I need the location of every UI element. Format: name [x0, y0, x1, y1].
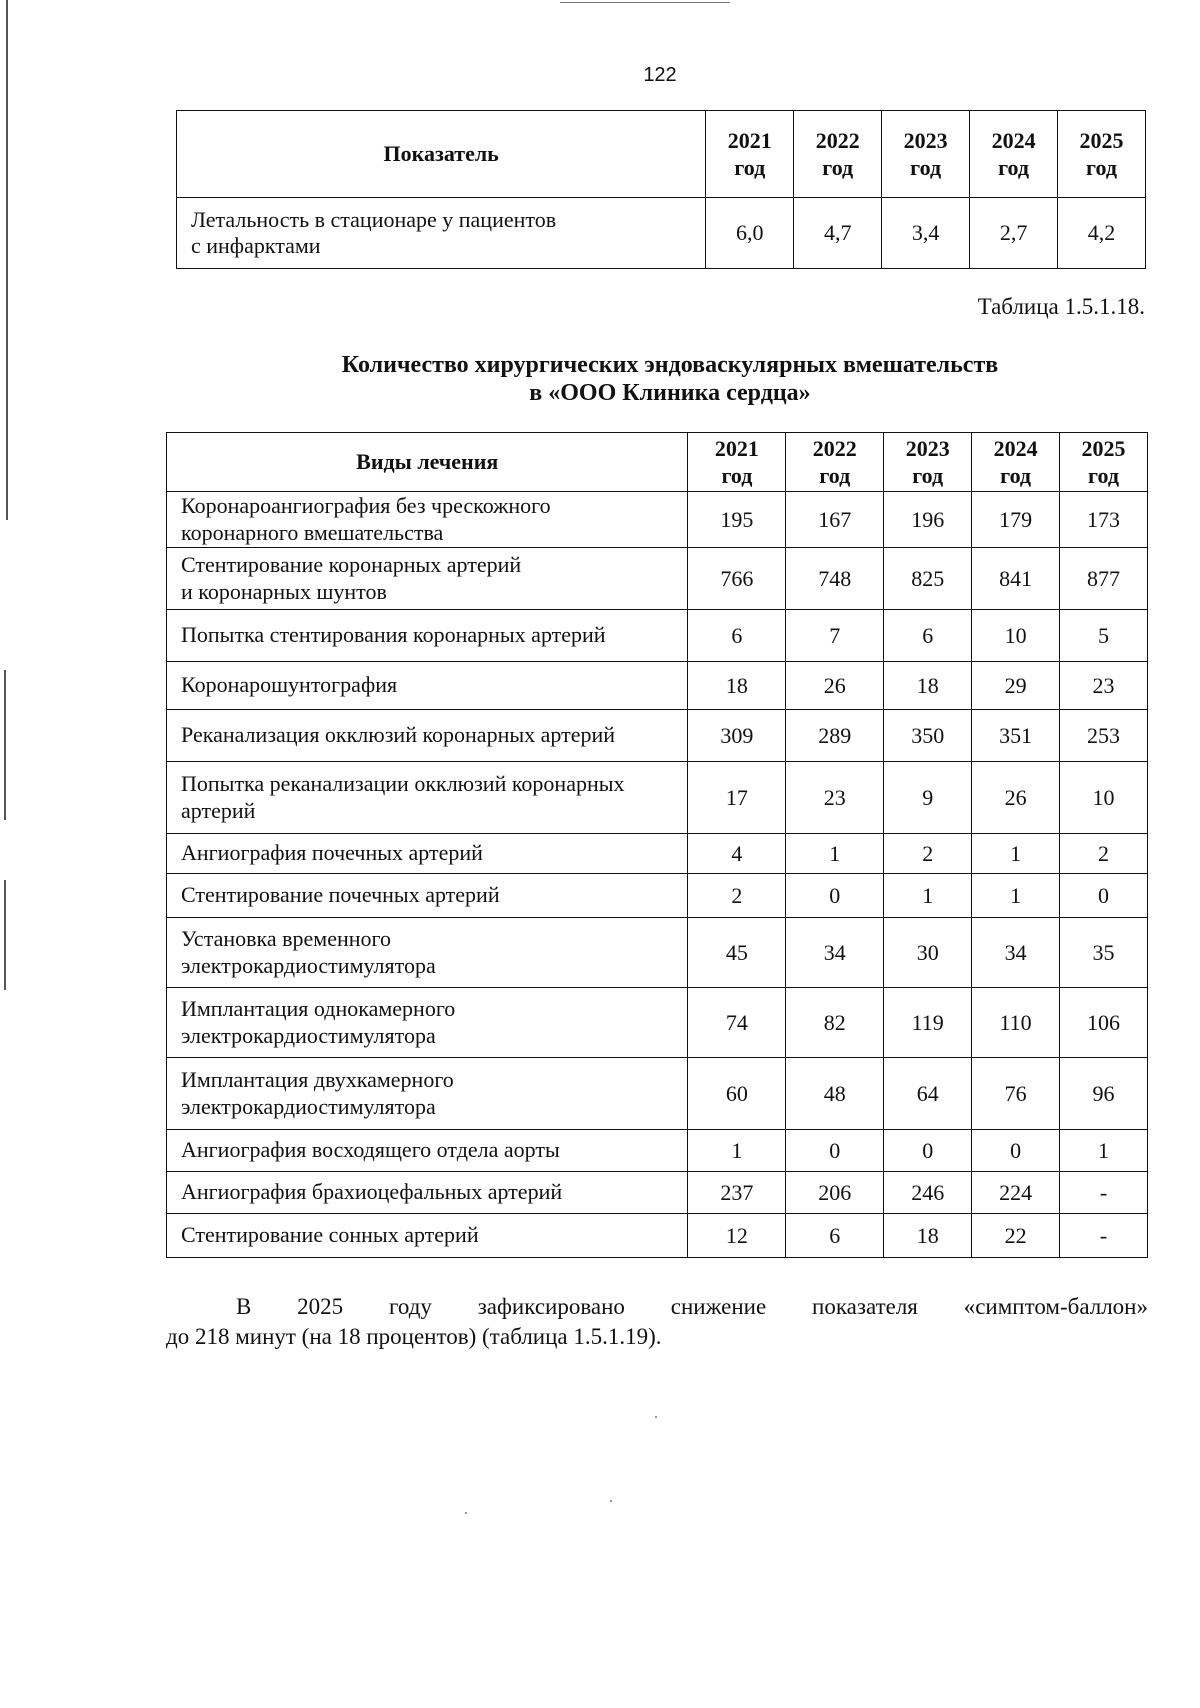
scan-speck — [465, 1512, 467, 1514]
cell-value: 34 — [972, 918, 1060, 988]
paragraph-line: В 2025 году зафиксировано снижение показателя «симптом-баллон» — [236, 1294, 1148, 1319]
row-label: Имплантация однокамерного электрокардиостимулятора — [167, 988, 688, 1058]
row-label: Установка временного электрокардиостимулятора — [167, 918, 688, 988]
header-year: 2023 год — [884, 433, 972, 492]
cell-value: 106 — [1060, 988, 1148, 1058]
cell-value: 2,7 — [970, 198, 1058, 269]
cell-value: 6 — [688, 610, 786, 662]
row-label: Стентирование почечных артерий — [167, 874, 688, 918]
cell-value: 877 — [1060, 548, 1148, 610]
cell-value: 1 — [884, 874, 972, 918]
cell-value: 237 — [688, 1172, 786, 1214]
cell-value: 2 — [884, 834, 972, 874]
cell-value: 253 — [1060, 710, 1148, 762]
cell-value: 6 — [884, 610, 972, 662]
cell-value: 167 — [786, 492, 884, 548]
scan-top-line — [560, 2, 730, 3]
cell-value: 76 — [972, 1058, 1060, 1130]
cell-value: 10 — [972, 610, 1060, 662]
cell-value: 206 — [786, 1172, 884, 1214]
cell-value: 10 — [1060, 762, 1148, 834]
cell-value: 4,7 — [794, 198, 882, 269]
cell-value: 18 — [884, 1214, 972, 1258]
cell-value: 748 — [786, 548, 884, 610]
table-header-row — [167, 433, 1148, 492]
cell-value: 3,4 — [882, 198, 970, 269]
header-year: 2024 год — [972, 433, 1060, 492]
cell-value: - — [1060, 1172, 1148, 1214]
table-row — [167, 492, 1148, 548]
row-label: Ангиография восходящего отдела аорты — [167, 1130, 688, 1172]
table-header-row — [177, 111, 1146, 198]
table-number-caption: Таблица 1.5.1.18. — [977, 294, 1145, 319]
cell-value: 2 — [688, 874, 786, 918]
mortality-table — [176, 110, 1146, 269]
paragraph-line: до 218 минут (на 18 процентов) (таблица 1.5.1.19). — [166, 1324, 662, 1350]
cell-value: 74 — [688, 988, 786, 1058]
header-year: 2021 год — [688, 433, 786, 492]
cell-value: 351 — [972, 710, 1060, 762]
cell-value: 179 — [972, 492, 1060, 548]
table-row — [167, 1058, 1148, 1130]
header-year: 2021 год — [706, 111, 794, 198]
cell-value: 18 — [884, 662, 972, 710]
cell-value: 350 — [884, 710, 972, 762]
cell-value: 1 — [972, 834, 1060, 874]
table-row — [167, 610, 1148, 662]
cell-value: 173 — [1060, 492, 1148, 548]
cell-value: 22 — [972, 1214, 1060, 1258]
cell-value: 110 — [972, 988, 1060, 1058]
cell-value: 0 — [1060, 874, 1148, 918]
cell-value: 0 — [786, 1130, 884, 1172]
scan-speck — [610, 1500, 612, 1502]
row-label: Стентирование коронарных артерий и коронарных шунтов — [167, 548, 688, 610]
cell-value: 12 — [688, 1214, 786, 1258]
header-indicator: Показатель — [177, 111, 706, 198]
cell-value: 196 — [884, 492, 972, 548]
header-year: 2022 год — [794, 111, 882, 198]
table-row — [167, 710, 1148, 762]
cell-value: 0 — [884, 1130, 972, 1172]
header-year: 2024 год — [970, 111, 1058, 198]
row-label: Попытка реканализации окклюзий коронарных артерий — [167, 762, 688, 834]
table-row — [167, 988, 1148, 1058]
row-label: Попытка стентирования коронарных артерий — [167, 610, 688, 662]
table-row — [167, 918, 1148, 988]
cell-value: 0 — [972, 1130, 1060, 1172]
cell-value: 224 — [972, 1172, 1060, 1214]
cell-value: 26 — [786, 662, 884, 710]
cell-value: 2 — [1060, 834, 1148, 874]
cell-value: 45 — [688, 918, 786, 988]
cell-value: 6,0 — [706, 198, 794, 269]
scan-edge-line — [4, 880, 6, 990]
body-paragraph — [166, 1292, 1148, 1353]
cell-value: 7 — [786, 610, 884, 662]
cell-value: 18 — [688, 662, 786, 710]
cell-value: 246 — [884, 1172, 972, 1214]
row-label: Ангиография брахиоцефальных артерий — [167, 1172, 688, 1214]
interventions-table — [166, 432, 1148, 1258]
row-label: Коронарошунтография — [167, 662, 688, 710]
cell-value: 841 — [972, 548, 1060, 610]
table-row — [177, 198, 1146, 269]
cell-value: 34 — [786, 918, 884, 988]
table-row — [167, 874, 1148, 918]
cell-value: 23 — [786, 762, 884, 834]
row-label: Летальность в стационаре у пациентов с инфарктами — [177, 198, 706, 269]
table-row — [167, 1172, 1148, 1214]
cell-value: 30 — [884, 918, 972, 988]
cell-value: 29 — [972, 662, 1060, 710]
header-indicator: Виды лечения — [167, 433, 688, 492]
cell-value: 309 — [688, 710, 786, 762]
table-title: Количество хирургических эндоваскулярных вмешательств в «ООО Клиника сердца» — [341, 352, 999, 406]
table-row — [167, 834, 1148, 874]
table-row — [167, 762, 1148, 834]
cell-value: 1 — [1060, 1130, 1148, 1172]
row-label: Имплантация двухкамерного электрокардиостимулятора — [167, 1058, 688, 1130]
table-row — [167, 1214, 1148, 1258]
scan-edge-line — [4, 670, 6, 820]
cell-value: 825 — [884, 548, 972, 610]
table-row — [167, 1130, 1148, 1172]
row-label: Реканализация окклюзий коронарных артерий — [167, 710, 688, 762]
cell-value: 0 — [786, 874, 884, 918]
cell-value: 9 — [884, 762, 972, 834]
cell-value: 1 — [786, 834, 884, 874]
cell-value: 35 — [1060, 918, 1148, 988]
cell-value: 1 — [688, 1130, 786, 1172]
cell-value: 4 — [688, 834, 786, 874]
scan-speck — [655, 1416, 657, 1418]
table-row — [167, 662, 1148, 710]
cell-value: 6 — [786, 1214, 884, 1258]
cell-value: 1 — [972, 874, 1060, 918]
header-year: 2025 год — [1060, 433, 1148, 492]
cell-value: - — [1060, 1214, 1148, 1258]
row-label: Коронароангиография без чрескожного коронарного вмешательства — [167, 492, 688, 548]
cell-value: 4,2 — [1058, 198, 1146, 269]
cell-value: 17 — [688, 762, 786, 834]
table-row — [167, 548, 1148, 610]
page-number: 122 — [643, 64, 677, 86]
cell-value: 60 — [688, 1058, 786, 1130]
cell-value: 48 — [786, 1058, 884, 1130]
cell-value: 23 — [1060, 662, 1148, 710]
cell-value: 64 — [884, 1058, 972, 1130]
header-year: 2022 год — [786, 433, 884, 492]
cell-value: 5 — [1060, 610, 1148, 662]
cell-value: 289 — [786, 710, 884, 762]
header-year: 2023 год — [882, 111, 970, 198]
row-label: Ангиография почечных артерий — [167, 834, 688, 874]
cell-value: 82 — [786, 988, 884, 1058]
row-label: Стентирование сонных артерий — [167, 1214, 688, 1258]
cell-value: 766 — [688, 548, 786, 610]
cell-value: 195 — [688, 492, 786, 548]
header-year: 2025 год — [1058, 111, 1146, 198]
cell-value: 96 — [1060, 1058, 1148, 1130]
cell-value: 119 — [884, 988, 972, 1058]
cell-value: 26 — [972, 762, 1060, 834]
